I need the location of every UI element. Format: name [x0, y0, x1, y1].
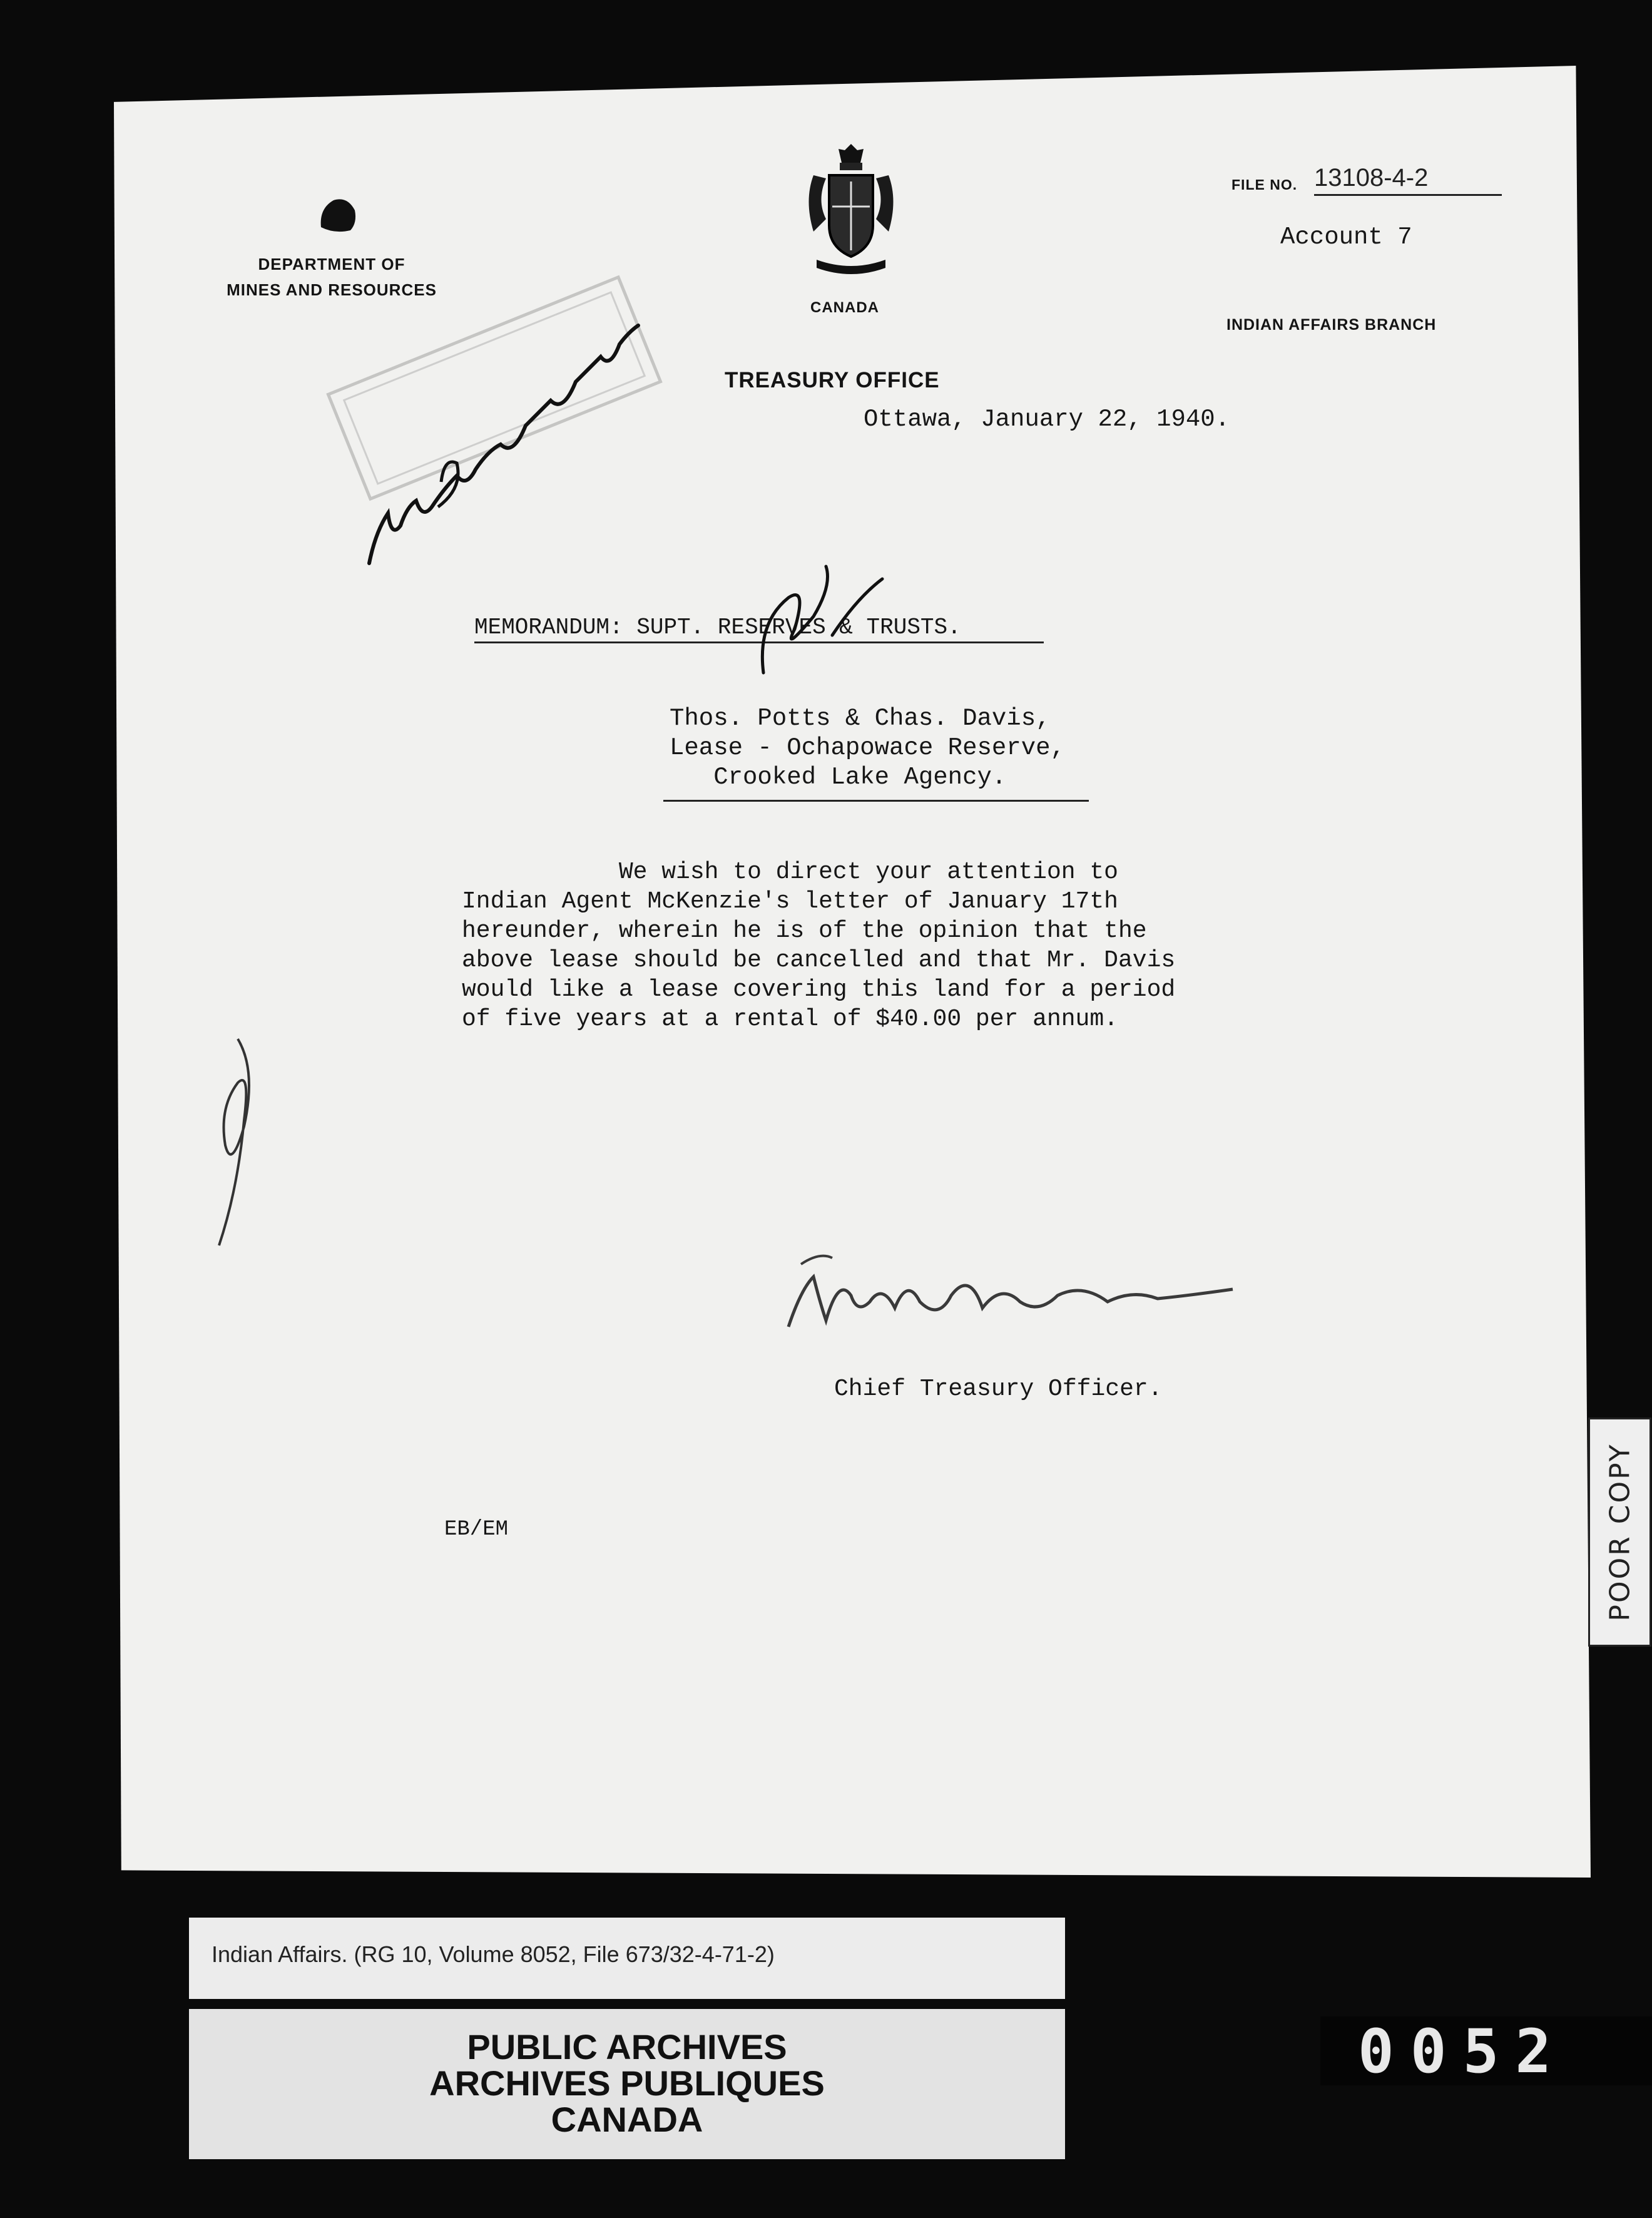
letter-date: Ottawa, January 22, 1940. — [864, 406, 1230, 433]
file-no-label: FILE NO. — [1231, 176, 1298, 193]
poor-copy-label: POOR COPY — [1604, 1443, 1636, 1622]
archive-citation: Indian Affairs. (RG 10, Volume 8052, File 673/32-4-71-2) — [212, 1941, 775, 1967]
body-line: above lease should be cancelled and that Mr. Davis — [462, 947, 1176, 974]
account-number: Account 7 — [1280, 223, 1412, 251]
archives-line-1: PUBLIC ARCHIVES — [467, 2027, 787, 2067]
memo-subject — [670, 704, 1065, 792]
body-line: of five years at a rental of $40.00 per annum. — [462, 1006, 1118, 1033]
body-line: hereunder, wherein he is of the opinion that the — [462, 917, 1147, 944]
treasury-office-heading: TREASURY OFFICE — [725, 368, 940, 392]
coat-of-arms-icon — [801, 144, 901, 282]
beaver-emblem-icon — [316, 193, 360, 237]
frame-number: 0052 — [1358, 2016, 1568, 2087]
department-line-2: MINES AND RESOURCES — [227, 280, 437, 299]
file-no-value: 13108-4-2 — [1314, 164, 1429, 192]
subject-line-1: Thos. Potts & Chas. Davis, — [670, 705, 1051, 732]
archives-label — [189, 2029, 1065, 2138]
subject-line-3: Crooked Lake Agency. — [670, 764, 1007, 791]
memorandum-heading: MEMORANDUM: SUPT. RESERVES & TRUSTS. — [474, 615, 961, 640]
memo-body — [462, 857, 1275, 1034]
body-line: We wish to direct your attention to — [462, 859, 1118, 886]
signature-icon — [782, 1239, 1252, 1339]
file-no-underline — [1314, 194, 1502, 196]
signature-title: Chief Treasury Officer. — [834, 1376, 1163, 1403]
initial-scrawl-icon — [738, 560, 889, 679]
typist-initials: EB/EM — [444, 1518, 509, 1541]
canada-label: CANADA — [810, 299, 879, 316]
archives-line-2: ARCHIVES PUBLIQUES — [429, 2063, 825, 2103]
body-line: would like a lease covering this land for a period — [462, 976, 1176, 1003]
margin-mark-icon — [206, 1033, 269, 1258]
archives-line-3: CANADA — [551, 2100, 703, 2139]
poor-copy-stamp — [1588, 1418, 1651, 1647]
handwritten-note-icon — [363, 300, 651, 576]
department-line-1: DEPARTMENT OF — [258, 255, 405, 273]
subject-line-2: Lease - Ochapowace Reserve, — [670, 734, 1065, 762]
branch-name: INDIAN AFFAIRS BRANCH — [1226, 316, 1437, 334]
subject-underline — [663, 800, 1089, 802]
body-line: Indian Agent McKenzie's letter of January 17th — [462, 888, 1118, 915]
